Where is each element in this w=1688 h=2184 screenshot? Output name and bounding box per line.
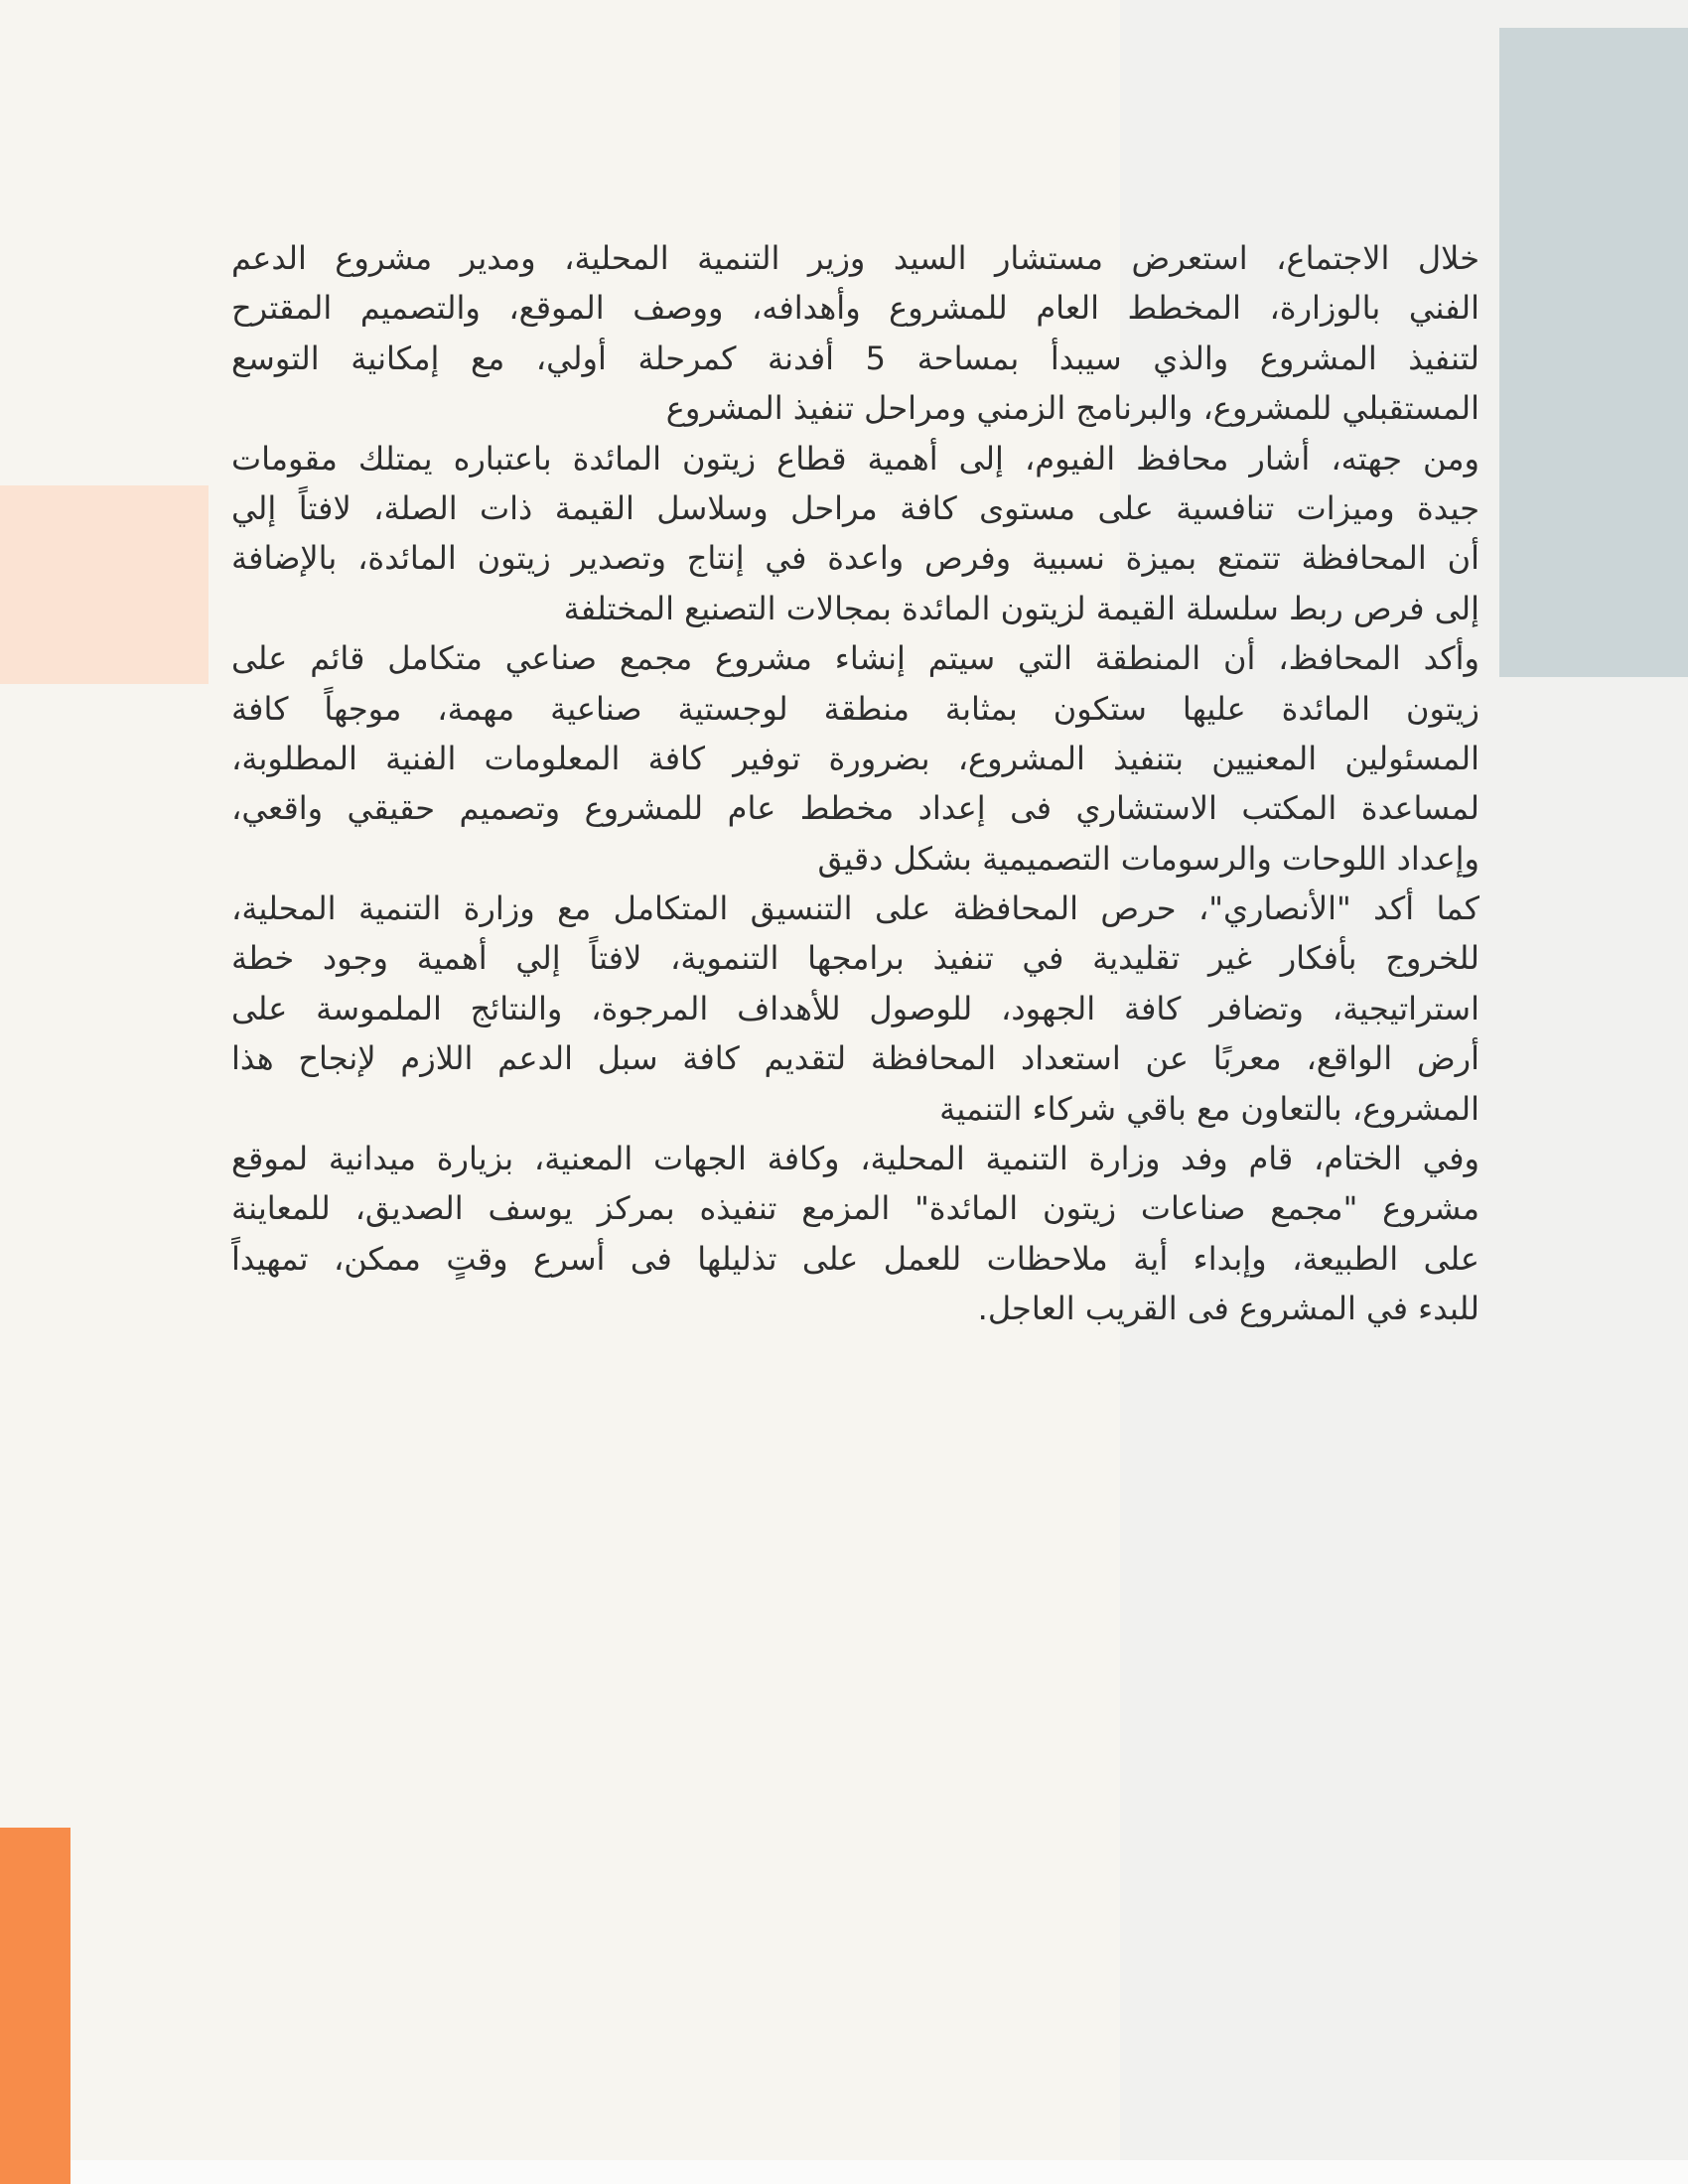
text-line-p3-l1: وأكد المحافظ، أن المنطقة التي سيتم إنشاء مشروع مجمع صناعي متكامل قائم على (231, 639, 1479, 678)
text-line-p3-l2: زيتون المائدة عليها ستكون بمثابة منطقة لوجستية صناعية مهمة، موجهاً كافة (231, 689, 1479, 728)
text-line-p2-l2: جيدة وميزات تنافسية على مستوى كافة مراحل وسلاسل القيمة ذات الصلة، لافتاً إلي (231, 488, 1479, 527)
text-line-p1-l2: الفني بالوزارة، المخطط العام للمشروع وأهدافه، ووصف الموقع، والتصميم المقترح (231, 289, 1479, 328)
orange-accent-rectangle (0, 1828, 70, 2184)
text-line-p1-l3: لتنفيذ المشروع والذي سيبدأ بمساحة 5 أفدنة كمرحلة أولي، مع إمكانية التوسع (231, 339, 1479, 377)
text-line-p2-l4: إلى فرص ربط سلسلة القيمة لزيتون المائدة بمجالات التصنيع المختلفة (563, 589, 1479, 627)
blue-accent-rectangle (1499, 28, 1688, 677)
text-line-p5-l1: وفي الختام، قام وفد وزارة التنمية المحلية، وكافة الجهات المعنية، بزيارة ميدانية لموقع (231, 1140, 1479, 1178)
text-line-p3-l5: وإعداد اللوحات والرسومات التصميمية بشكل دقيق (817, 839, 1479, 878)
article-text (231, 233, 1479, 1334)
text-line-p5-l2: مشروع "مجمع صناعات زيتون المائدة" المزمع تنفيذه بمركز يوسف الصديق، للمعاينة (231, 1189, 1479, 1228)
text-line-p5-l3: على الطبيعة، وإبداء أية ملاحظات للعمل على تذليلها فى أسرع وقتٍ ممكن، تمهيداً (231, 1239, 1479, 1278)
text-line-p1-l4: المستقبلي للمشروع، والبرنامج الزمني ومراحل تنفيذ المشروع (665, 389, 1479, 428)
peach-accent-rectangle (0, 485, 209, 684)
text-line-p4-l2: للخروج بأفكار غير تقليدية في تنفيذ برامجها التنموية، لافتاً إلي أهمية وجود خطة (231, 939, 1479, 978)
text-line-p3-l3: المسئولين المعنيين بتنفيذ المشروع، بضرورة توفير كافة المعلومات الفنية المطلوبة، (231, 739, 1479, 777)
text-line-p4-l3: استراتيجية، وتضافر كافة الجهود، للوصول للأهداف المرجوة، والنتائج الملموسة على (231, 989, 1479, 1027)
text-line-p1-l1: خلال الاجتماع، استعرض مستشار السيد وزير التنمية المحلية، ومدير مشروع الدعم (231, 239, 1479, 277)
text-line-p3-l4: لمساعدة المكتب الاستشاري فى إعداد مخطط عام للمشروع وتصميم حقيقي واقعي، (231, 789, 1479, 828)
text-line-p2-l3: أن المحافظة تتمتع بميزة نسبية وفرص واعدة في إنتاج وتصدير زيتون المائدة، بالإضافة (231, 539, 1479, 578)
text-line-p4-l4: أرض الواقع، معربًا عن استعداد المحافظة لتقديم كافة سبل الدعم اللازم لإنجاح هذا (231, 1039, 1479, 1078)
text-line-p2-l1: ومن جهته، أشار محافظ الفيوم، إلى أهمية قطاع زيتون المائدة باعتباره يمتلك مقومات (231, 439, 1479, 478)
text-line-p5-l4: للبدء في المشروع فى القريب العاجل. (977, 1290, 1479, 1328)
text-line-p4-l1: كما أكد "الأنصاري"، حرص المحافظة على التنسيق المتكامل مع وزارة التنمية المحلية، (231, 889, 1479, 928)
bottom-edge-strip (0, 2160, 1688, 2184)
text-line-p4-l5: المشروع، بالتعاون مع باقي شركاء التنمية (939, 1089, 1479, 1128)
